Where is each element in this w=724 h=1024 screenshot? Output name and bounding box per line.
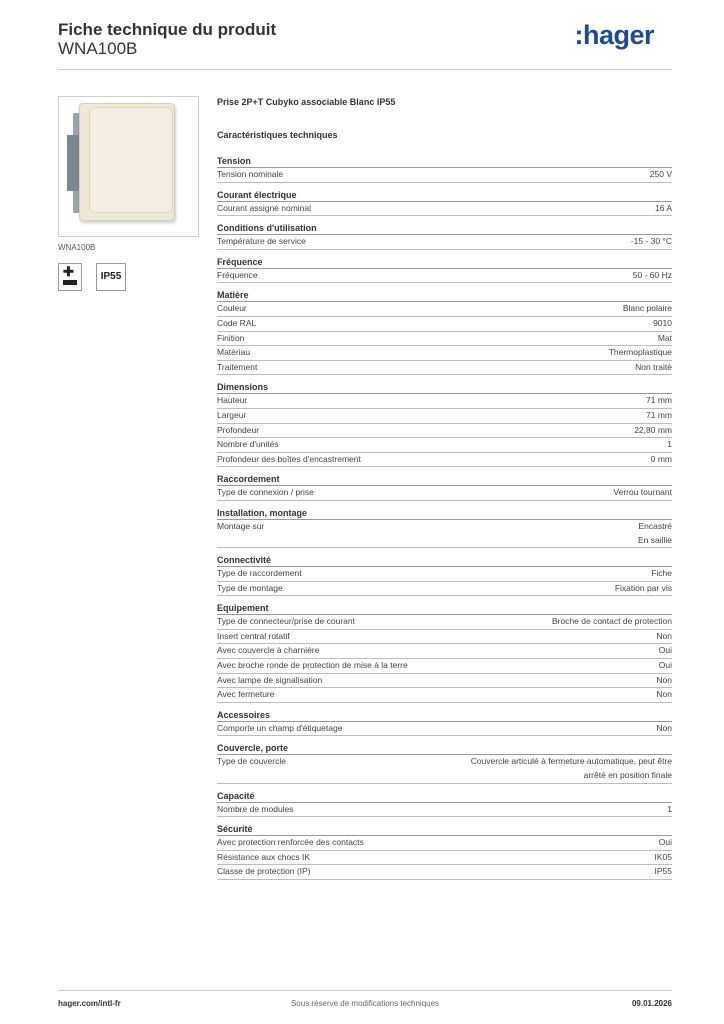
spec-value <box>634 424 672 438</box>
spec-row <box>217 361 672 376</box>
spec-row <box>217 865 672 880</box>
spec-label: Classe de protection (IP) <box>217 866 311 877</box>
section-title: Courant électrique <box>217 189 672 202</box>
spec-row <box>217 582 672 597</box>
spec-value <box>646 409 672 423</box>
spec-value <box>638 520 672 547</box>
spec-row <box>217 394 672 409</box>
spec-row <box>217 851 672 866</box>
spec-value-line: Oui <box>658 660 672 671</box>
spec-value <box>631 235 672 249</box>
spec-label: Hauteur <box>217 395 248 406</box>
spec-label: Tension nominale <box>217 169 284 179</box>
product-photo <box>58 96 199 237</box>
spec-value-line: Mat <box>657 332 672 343</box>
product-reference: WNA100B <box>58 39 138 58</box>
spec-value <box>667 438 672 452</box>
spec-section <box>217 189 672 217</box>
spec-section <box>217 155 672 183</box>
spec-section <box>217 289 672 375</box>
spec-label: Fréquence <box>217 269 258 280</box>
spec-row <box>217 520 672 548</box>
spec-row <box>217 424 672 439</box>
spec-value <box>623 302 672 316</box>
spec-value <box>659 659 672 673</box>
spec-row <box>217 438 672 453</box>
product-name: Prise 2P+T Cubyko associable Blanc IP55 <box>217 97 396 107</box>
product-socket-lid <box>89 107 173 213</box>
spec-value <box>656 630 672 644</box>
spec-row <box>217 346 672 361</box>
spec-value <box>656 722 672 736</box>
spec-label: Avec broche ronde de protection de mise à la terre <box>217 660 408 671</box>
hager-logo: :hager <box>574 20 654 50</box>
spec-section <box>217 790 672 818</box>
spec-value <box>655 851 673 865</box>
spec-value-line: Non <box>656 689 672 700</box>
spec-value <box>656 688 672 702</box>
section-title: Connectivité <box>217 554 672 567</box>
section-title: Installation, montage <box>217 507 672 520</box>
spec-value-line: Non traité <box>635 361 672 372</box>
spec-row <box>217 235 672 250</box>
ground-bar-icon <box>63 280 77 285</box>
page-header <box>58 20 672 70</box>
spec-row <box>217 688 672 703</box>
spec-value <box>646 394 672 408</box>
spec-section <box>217 256 672 284</box>
spec-label: Température de service <box>217 236 306 247</box>
spec-value <box>552 615 672 629</box>
spec-row <box>217 202 672 217</box>
spec-value-line: Fixation par vis <box>614 582 672 593</box>
spec-value-line: 9010 <box>653 317 672 328</box>
spec-value <box>633 269 672 283</box>
spec-value <box>650 168 672 182</box>
spec-label: Matériau <box>217 347 251 358</box>
spec-section <box>217 602 672 703</box>
spec-value-line: Fiche <box>651 568 672 579</box>
spec-label: Avec protection renforcée des contacts <box>217 837 364 848</box>
spec-row <box>217 674 672 689</box>
spec-row <box>217 409 672 424</box>
spec-label: Type de connexion / prise <box>217 487 314 498</box>
spec-row <box>217 317 672 332</box>
spec-row <box>217 644 672 659</box>
section-title: Capacité <box>217 790 672 803</box>
spec-value-line: Oui <box>658 837 672 848</box>
spec-value <box>471 755 672 782</box>
spec-row <box>217 836 672 851</box>
section-title: Conditions d'utilisation <box>217 222 672 235</box>
spec-value-line: Verrou tournant <box>613 487 672 498</box>
spec-label: Avec lampe de signalisation <box>217 674 323 685</box>
spec-label: Finition <box>217 332 245 343</box>
spec-row <box>217 659 672 674</box>
spec-value-line: 250 V <box>649 169 672 179</box>
spec-label: Couleur <box>217 303 247 314</box>
footer-notice: Sous réserve de modifications techniques <box>290 999 440 1008</box>
spec-sections <box>217 155 672 880</box>
spec-value <box>656 674 672 688</box>
spec-value-line: 1 <box>667 803 672 814</box>
spec-content <box>217 96 672 886</box>
section-title: Equipement <box>217 602 672 615</box>
spec-row <box>217 332 672 347</box>
footer-date: 09.01.2026 <box>631 999 672 1008</box>
spec-value-line: Encastré <box>638 520 672 531</box>
spec-label: Profondeur <box>217 424 260 435</box>
footer-website: hager.com/intl-fr <box>58 999 121 1008</box>
spec-label: Nombre d'unités <box>217 439 279 450</box>
spec-row <box>217 755 672 783</box>
spec-value <box>659 836 672 850</box>
spec-row <box>217 722 672 737</box>
spec-label: Largeur <box>217 409 247 420</box>
spec-value-line: arrêté en position finale <box>583 770 672 781</box>
spec-value <box>667 803 672 817</box>
spec-value-line: 22,80 mm <box>634 424 672 435</box>
spec-section <box>217 709 672 737</box>
spec-label: Avec fermeture <box>217 689 275 700</box>
document-title: Fiche technique du produit <box>58 20 277 39</box>
spec-section <box>217 222 672 250</box>
spec-label: Montage sur <box>217 520 265 531</box>
spec-row <box>217 615 672 630</box>
spec-value <box>651 453 672 467</box>
spec-label: Courant assigné nominal <box>217 202 312 213</box>
spec-value-line: 50 - 60 Hz <box>632 269 672 280</box>
spec-value <box>655 202 672 216</box>
spec-value-line: 16 A <box>654 202 672 213</box>
photo-caption: WNA100B <box>58 243 96 252</box>
spec-row <box>217 168 672 183</box>
section-title: Couvercle, porte <box>217 742 672 755</box>
section-title: Dimensions <box>217 381 672 394</box>
spec-section <box>217 473 672 501</box>
spec-value-line: Blanc polaire <box>622 303 672 314</box>
spec-label: Traitement <box>217 361 258 372</box>
spec-value-line: IP55 <box>654 866 672 877</box>
spec-row <box>217 486 672 501</box>
spec-value-line: Non <box>656 722 672 733</box>
spec-value <box>609 346 672 360</box>
section-title: Matière <box>217 289 672 302</box>
spec-value-line: 1 <box>667 439 672 450</box>
spec-label: Insert central rotatif <box>217 630 290 641</box>
spec-value-line: -15 - 30 °C <box>630 236 672 247</box>
spec-value-line: En saillie <box>637 534 672 545</box>
spec-section <box>217 823 672 880</box>
spec-value-line: 71 mm <box>646 395 672 406</box>
spec-label: Avec couvercle à charnière <box>217 645 320 656</box>
spec-value <box>615 582 672 596</box>
page-footer <box>58 990 672 1010</box>
spec-label: Profondeur des boîtes d'encastrement <box>217 453 361 464</box>
spec-value-line: 71 mm <box>646 409 672 420</box>
spec-section <box>217 381 672 467</box>
spec-row <box>217 803 672 818</box>
spec-label: Type de montage <box>217 582 283 593</box>
spec-value-line: Broche de contact de protection <box>551 616 672 627</box>
section-title: Raccordement <box>217 473 672 486</box>
spec-value <box>635 361 672 375</box>
specs-heading: Caractéristiques techniques <box>217 130 338 140</box>
spec-value-line: Oui <box>658 645 672 656</box>
spec-section <box>217 742 672 783</box>
spec-row <box>217 630 672 645</box>
spec-value <box>651 567 672 581</box>
spec-value-line: Couvercle articulé à fermeture automatique, peut être <box>470 756 672 767</box>
section-title: Fréquence <box>217 256 672 269</box>
spec-row <box>217 269 672 284</box>
spec-label: Comporte un champ d'étiquetage <box>217 722 343 733</box>
plus-symbol-icon: ✚ <box>63 264 74 279</box>
spec-row <box>217 567 672 582</box>
spec-value <box>659 644 672 658</box>
spec-value-line: 0 mm <box>650 453 672 464</box>
spec-label: Type de connecteur/prise de courant <box>217 616 355 627</box>
spec-label: Type de couvercle <box>217 756 286 767</box>
section-title: Sécurité <box>217 823 672 836</box>
spec-row <box>217 453 672 468</box>
spec-value <box>658 332 672 346</box>
spec-label: Résistance aux chocs IK <box>217 851 311 862</box>
spec-value <box>653 317 672 331</box>
spec-label: Nombre de modules <box>217 803 294 814</box>
spec-value <box>613 486 672 500</box>
spec-value <box>655 865 673 879</box>
spec-row <box>217 302 672 317</box>
spec-value-line: Non <box>656 630 672 641</box>
spec-value-line: Non <box>656 674 672 685</box>
earth-contact-icon <box>58 263 82 291</box>
spec-value-line: IK05 <box>654 851 672 862</box>
spec-label: Type de raccordement <box>217 568 302 579</box>
spec-label: Code RAL <box>217 317 257 328</box>
spec-value-line: Thermoplastique <box>608 347 672 358</box>
section-title: Accessoires <box>217 709 672 722</box>
section-title: Tension <box>217 155 672 168</box>
spec-section <box>217 554 672 596</box>
spec-section <box>217 507 672 548</box>
ip-rating-badge: IP55 <box>96 263 126 291</box>
